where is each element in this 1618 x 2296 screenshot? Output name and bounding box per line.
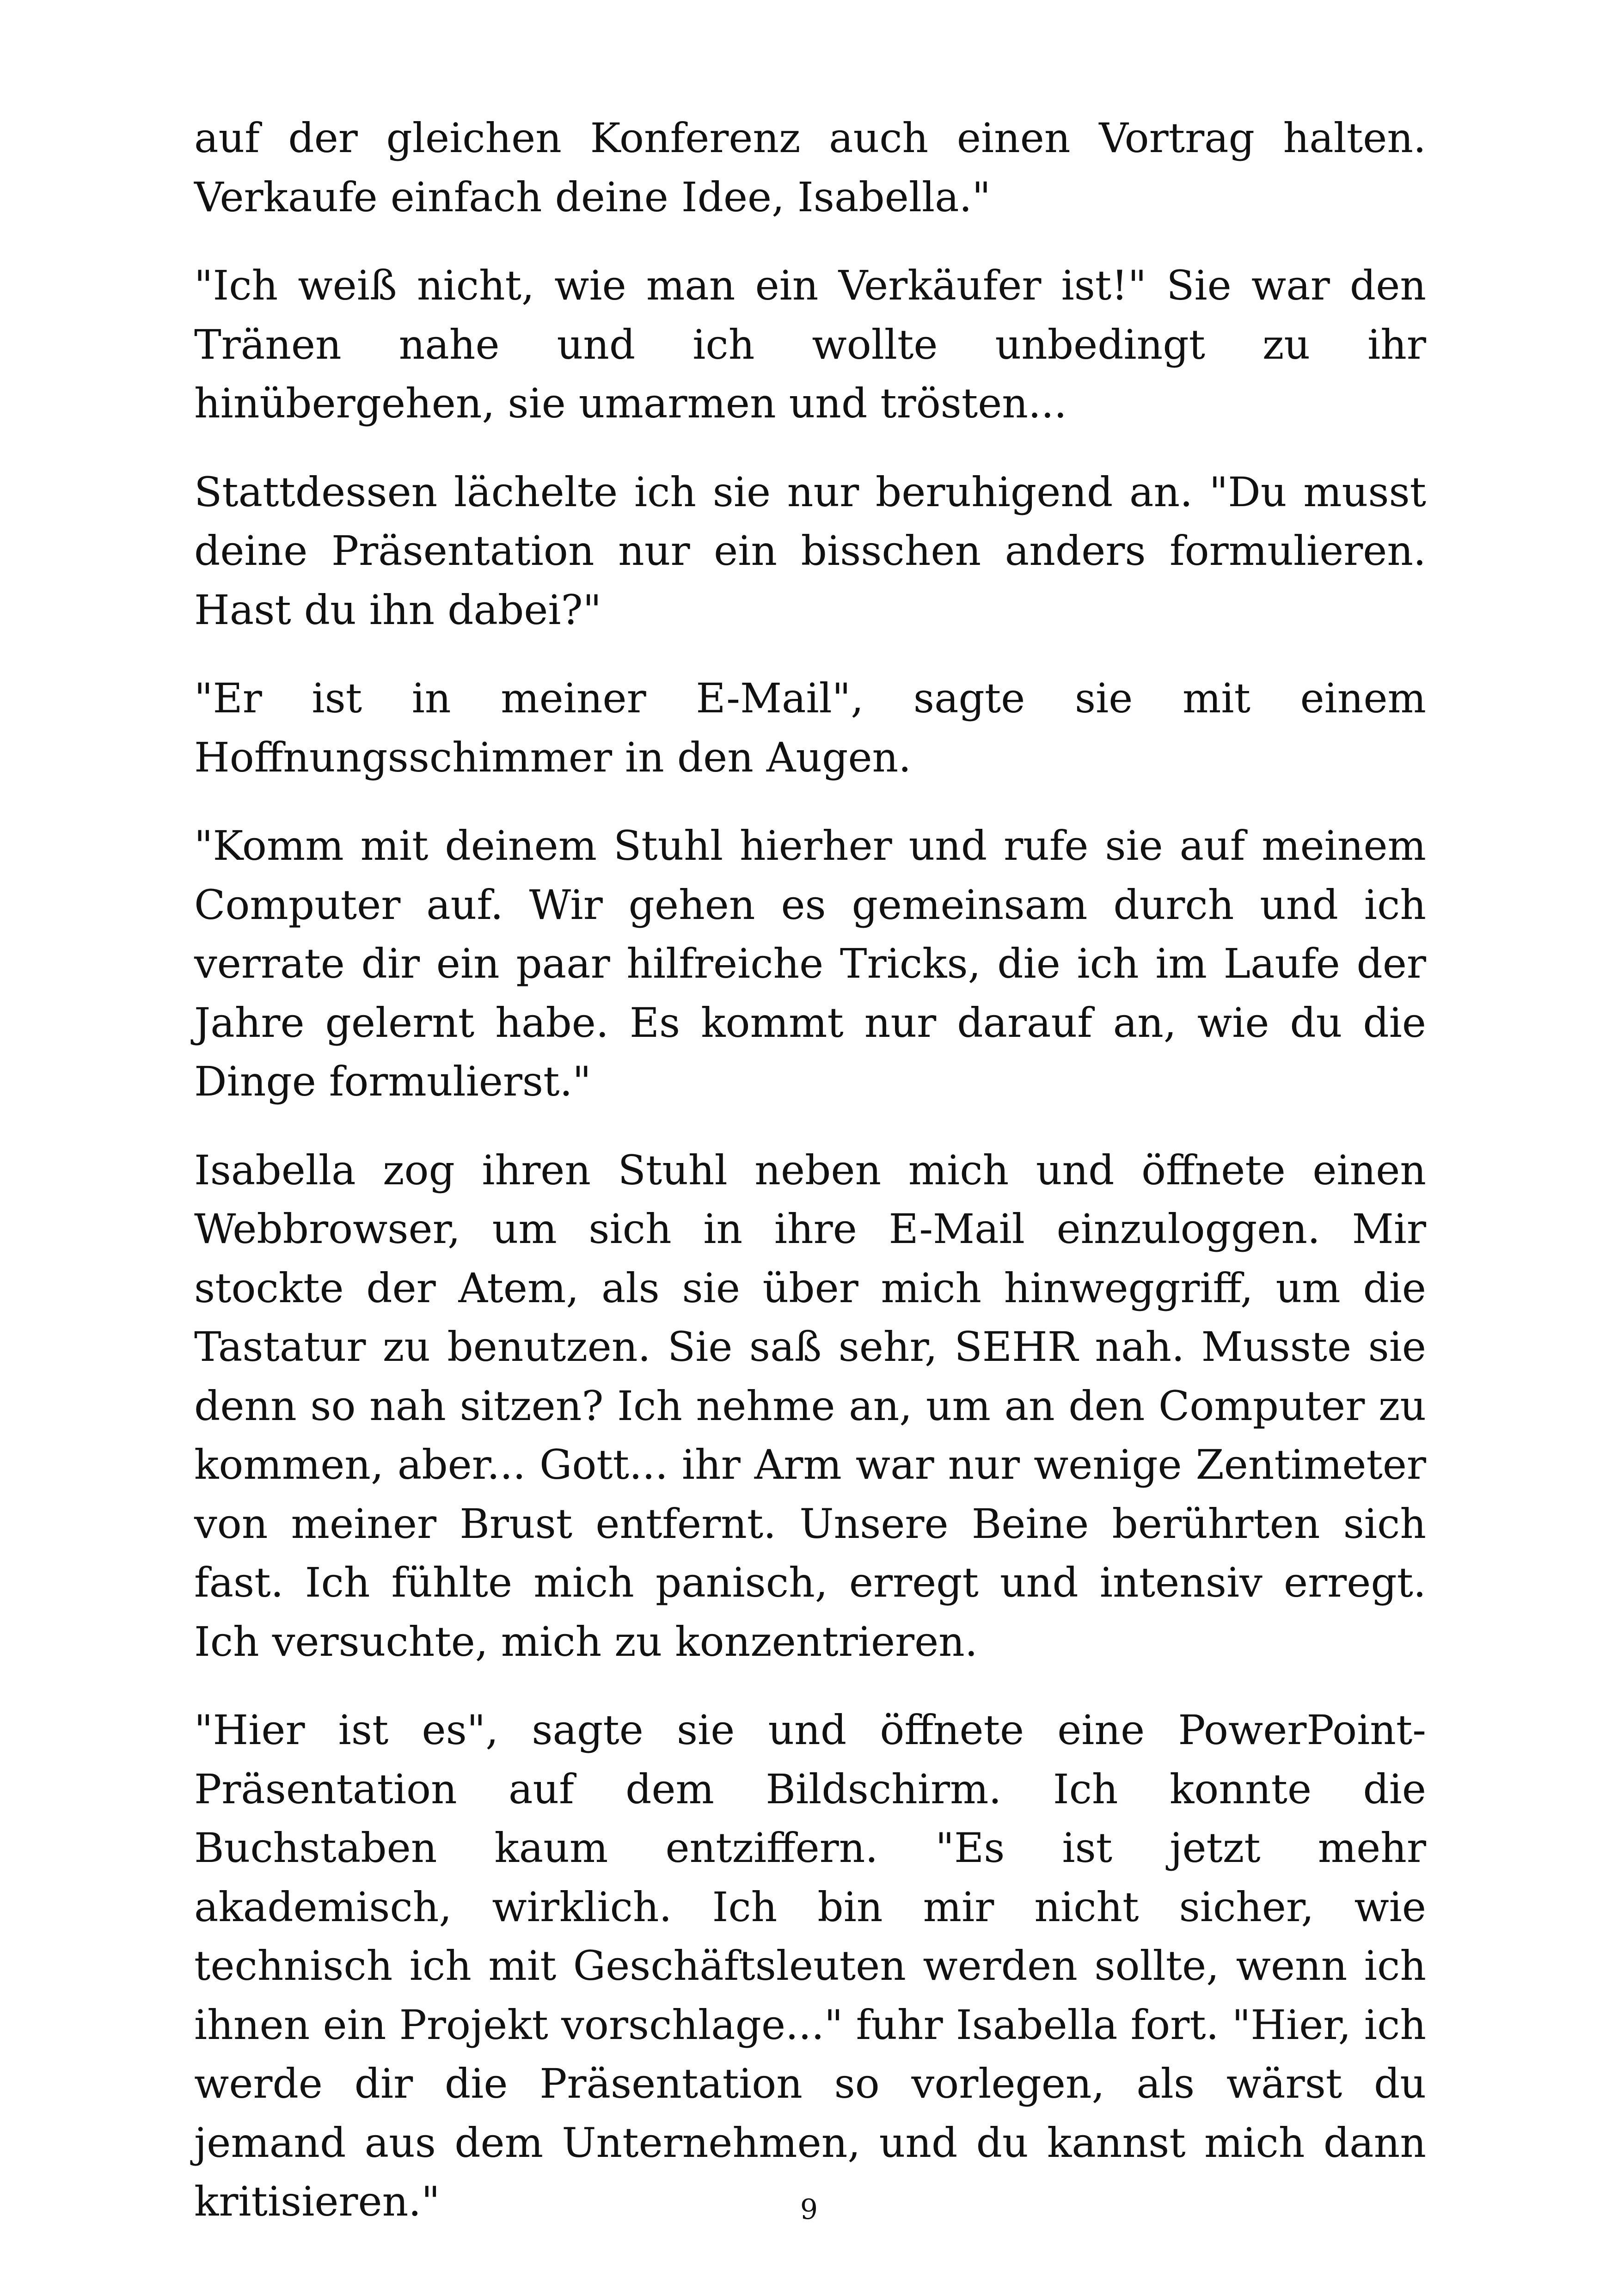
page-number: 9 [800, 2193, 818, 2226]
paragraph-4: "Er ist in meiner E-Mail", sagte sie mit einem Hoffnungsschimmer in den Augen. [194, 674, 1426, 781]
paragraph-3: Stattdessen lächelte ich sie nur beruhigend an. "Du musst deine Präsentation nur ein bisschen anders formulieren. Hast du ihn dabei?" [194, 468, 1426, 634]
paragraph-5: "Komm mit deinem Stuhl hierher und rufe sie auf meinem Computer auf. Wir gehen es gemeinsam durch und ich verrate dir ein paar hilfreiche Tricks, die ich im Laufe der Jahre gelernt habe. Es kommt nur darauf an, wie du die Dinge formulierst." [194, 822, 1426, 1105]
paragraph-1: auf der gleichen Konferenz auch einen Vortrag halten. Verkaufe einfach deine Idee, Isabella." [194, 114, 1426, 221]
paragraph-2: "Ich weiß nicht, wie man ein Verkäufer ist!" Sie war den Tränen nahe und ich wollte unbedingt zu ihr hinübergehen, sie umarmen und trösten... [194, 262, 1426, 427]
paragraph-7: "Hier ist es", sagte sie und öffnete eine PowerPoint-Präsentation auf dem Bildschirm. Ich konnte die Buchstaben kaum entziffern. "Es ist jetzt mehr akademisch, wirklich. Ich bin mir nicht sicher, wie technisch ich mit Geschäftsleuten werden sollte, wenn ich ihnen ein Projekt vorschlage..." fuhr Isabella fort. "Hier, ich werde dir die Präsentation so vorlegen, als wärst du jemand aus dem Unternehmen, und du kannst mich dann kritisieren." [194, 1706, 1426, 2225]
body-text [194, 109, 1426, 2231]
paragraph-6: Isabella zog ihren Stuhl neben mich und öffnete einen Webbrowser, um sich in ihre E-Mail einzuloggen. Mir stockte der Atem, als sie über mich hinweggriff, um die Tastatur zu benutzen. Sie saß sehr, SEHR nah. Musste sie denn so nah sitzen? Ich nehme an, um an den Computer zu kommen, aber... Gott... ihr Arm war nur wenige Zentimeter von meiner Brust entfernt. Unsere Beine berührten sich fast. Ich fühlte mich panisch, erregt und intensiv erregt. Ich versuchte, mich zu konzentrieren. [194, 1146, 1426, 1665]
